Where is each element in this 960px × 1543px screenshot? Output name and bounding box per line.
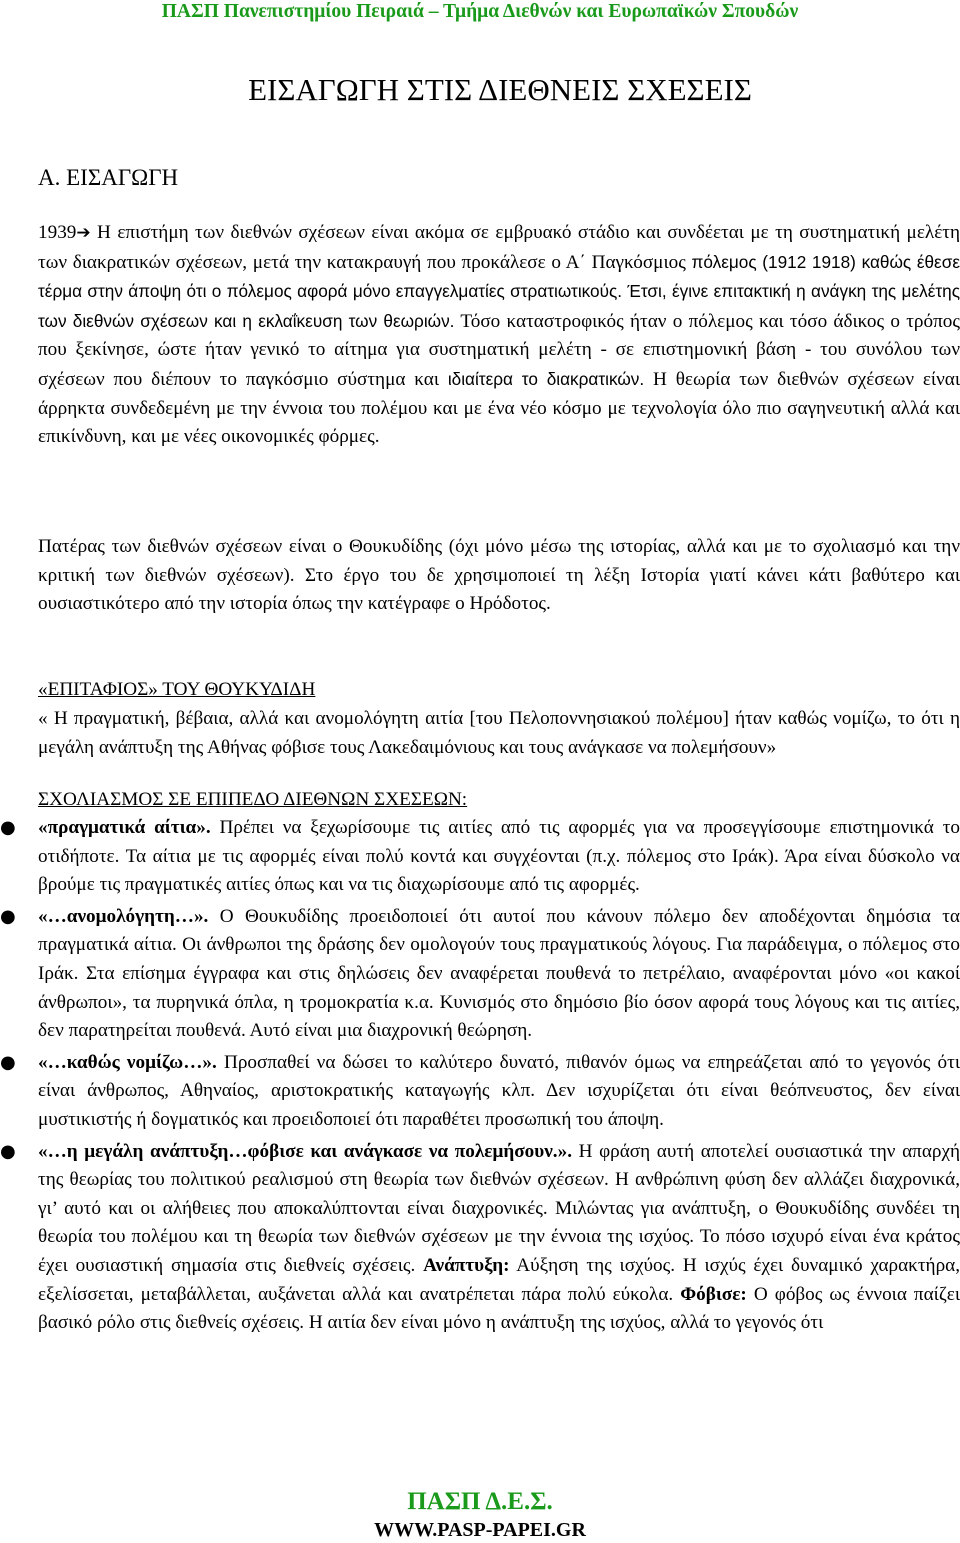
bullet-icon: ● [0, 905, 16, 927]
list-item-text: Προσπαθεί να δώσει το καλύτερο δυνατό, πιθανόν όμως να επηρεάζεται από το γεγονός ότι είναι άνθρωπος, Αθηναίος, αριστοκρατικής καταγωγής κλπ. Δεν ισχυρίζεται ότι είναι θεόπνευστος, δεν είναι μυστικιστής ή δογματικός και προειδοποιεί ότι παραθέτει προσωπική του άποψη. [38, 1051, 960, 1130]
year: 1939 [38, 222, 77, 243]
list-item-lead: «…καθώς νομίζω…». [38, 1051, 217, 1073]
term-fovise: Φόβισε: [680, 1283, 747, 1305]
intro-text-1: Η επιστήμη των διεθνών σχέσεων είναι ακόμα σε εμβρυακό στάδιο και συνδέεται με τη συστηματική μελέτη των διακρατικών σχέσεων, μετά την κατακραυγή που προκάλεσε ο Α΄ Παγκόσμιος [38, 222, 960, 273]
bullet-icon: ● [0, 1140, 16, 1162]
list-item-lead: «…η μεγάλη ανάπτυξη…φόβισε και ανάγκασε να πολεμήσουν.». [38, 1140, 572, 1162]
commentary-list [0, 814, 960, 1341]
list-item-text: Ο Θουκυδίδης προειδοποιεί ότι αυτοί που κάνουν πόλεμο δεν αποδέχονται δημόσια τα πραγματικά αίτια. Οι άνθρωποι της δράσης δεν ομολογούν τους πραγματικούς λόγους. Για παράδειγμα, ο πόλεμος στο Ιράκ. Στα επίσημα έγγραφα και στις δηλώσεις δεν αναφέρεται πουθενά το πετρέλαιο, αναφέρονται μόνο «οι κακοί άνθρωποι», τα πυρηνικά όπλα, η τρομοκρατία κ.α. Κυνισμός στο δημόσιο βίο όσον αφορά τους λόγους και τις αιτίες, δεν παρατηρείται πουθενά. Αυτό είναι μια διαχρονική θεώρηση. [38, 905, 960, 1042]
section-heading: Α. ΕΙΣΑΓΩΓΗ [38, 165, 179, 190]
intro-text-5: Η θεωρία των διεθνών σχέσεων είναι άρρηκτα συνδεδεμένη με την έννοια του πολέμου και με ένα νέο κόσμο με τεχνολογία όλο πιο σαγηνευτική αλλά και επικίνδυνη, και με νέες οικονομικές φόρμες. [38, 368, 960, 448]
thucydides-paragraph: Πατέρας των διεθνών σχέσεων είναι ο Θουκυδίδης (όχι μόνο μέσω της ιστορίας, αλλά και με το σχολιασμό και την κριτική των διεθνών σχέσεων). Στο έργο του δε χρησιμοποιεί τη λέξη Ιστορία γιατί κάνει κάτι βαθύτερο και ουσιαστικότερο από την ιστορία όπως την κατέγραφε ο Ηρόδοτος. [38, 536, 960, 615]
right-arrow-icon: ➔ [76, 223, 91, 243]
list-item [0, 1049, 960, 1135]
document-title: ΕΙΣΑΓΩΓΗ ΣΤΙΣ ΔΙΕΘΝΕΙΣ ΣΧΕΣΕΙΣ [248, 72, 752, 107]
list-item [0, 903, 960, 1046]
bullet-icon: ● [0, 817, 16, 838]
list-item-text: Η φράση αυτή αποτελεί ουσιαστικά την απαρχή της θεωρίας του πολιτικού ρεαλισμού στη θεωρία των διεθνών σχέσεων. Η ανθρώπινη φύση δεν αλλάζει διαχρονικά, γι’ αυτό και οι αλήθειες που αποκαλύπτονται είναι διαχρονικές. Μιλώντας για ανάπτυξη, ο Θουκυδίδης συνδέει τη θεωρία του πολέμου και τη θεωρία των διεθνών σχέσεων με την έννοια της ισχύος. Το πόσο ισχυρό είναι ένα κράτος έχει ουσιαστική σημασία στις διεθνείς σχέσεις. [38, 1140, 960, 1276]
list-item [0, 1138, 960, 1338]
intro-paragraph [38, 219, 960, 452]
list-item-text: Πρέπει να ξεχωρίσουμε τις αιτίες από τις αφορμές για να προσεγγίσουμε επιστημονικά το οτιδήποτε. Τα αίτια με τις αφορμές είναι πολύ κοντά και συγχέονται (π.χ. πόλεμος στο Ιράκ). Άρα είναι δύσκολο να βρούμε τις πραγματικές αιτίες όπως και να τις διαχωρίσουμε από τις αφορμές. [38, 817, 960, 896]
list-item [0, 814, 960, 900]
bullet-icon: ● [0, 1051, 16, 1073]
intro-text-4: ιδιαίτερα το διακρατικών. [447, 368, 645, 389]
intro-text-3: Τόσο καταστροφικός ήταν ο πόλεμος και τόσο άδικος ο τρόπος που ξεκίνησε, ώστε ήταν γενικό το αίτημα για συστηματική μελέτη - σε επιστημονική βάση - του συνόλου των σχέσεων που διέπουν το παγκόσμιο σύστημα και [38, 310, 960, 390]
list-item-lead: «πραγματικά αίτια». [38, 817, 211, 838]
list-item-text: Αύξηση της ισχύος. Η ισχύς έχει δυναμικό χαρακτήρα, εξελίσσεται, μεταβάλλεται, αυξάνεται αλλά και ανατρέπεται πάρα πολύ εύκολα. [38, 1254, 960, 1305]
list-item-text: Ο φόβος ως έννοια παίζει βασικό ρόλο στις διεθνείς σχέσεις. Η αιτία δεν είναι μόνο η ανάπτυξη της ισχύος, αλλά το γεγονός ότι [38, 1283, 960, 1334]
intro-text-2: πόλεμος (1912 1918) καθώς έθεσε τέρμα στην άποψη ότι ο πόλεμος αφορά μόνο επαγγελματίες στρατιωτικούς. Έτσι, έγινε επιτακτική η ανάγκη της μελέτης των διεθνών σχέσεων και η εκλαΐκευση των θεωριών. [38, 251, 960, 331]
page-header: ΠΑΣΠ Πανεπιστημίου Πειραιά – Τμήμα Διεθνών και Ευρωπαϊκών Σπουδών [161, 1, 799, 22]
epitafios-heading: «ΕΠΙΤΑΦΙΟΣ» ΤΟΥ ΘΟΥΚΥΔΙΔΗ [38, 679, 316, 700]
term-anaptyxi: Ανάπτυξη: [423, 1254, 510, 1276]
footer-website[interactable]: WWW.PASP-PAPEI.GR [374, 1519, 586, 1541]
list-item-lead: «…ανομολόγητη…». [38, 905, 209, 927]
epitafios-quote: « Η πραγματική, βέβαια, αλλά και ανομολόγητη αιτία [του Πελοποννησιακού πολέμου] ήταν καθώς νομίζω, το ότι η μεγάλη ανάπτυξη της Αθήνας φόβισε τους Λακεδαιμόνιους και τους ανάγκασε να πολεμήσουν» [38, 708, 960, 758]
commentary-heading: ΣΧΟΛΙΑΣΜΟΣ ΣΕ ΕΠΙΠΕΔΟ ΔΙΕΘΝΩΝ ΣΧΕΣΕΩΝ: [38, 789, 468, 810]
footer-organization: ΠΑΣΠ Δ.Ε.Σ. [407, 1488, 553, 1515]
